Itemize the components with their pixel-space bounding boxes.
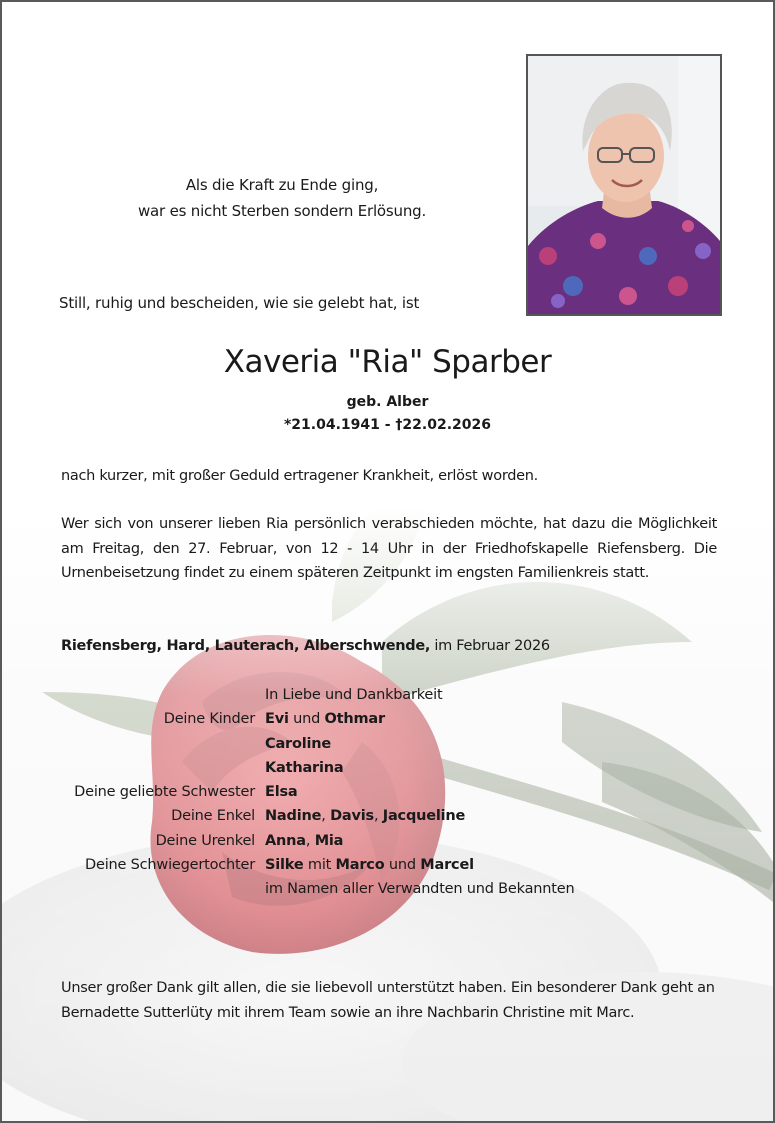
mourner-connector: , — [373, 808, 383, 825]
mourner-names — [265, 829, 701, 853]
mourner-name: Mia — [314, 832, 344, 849]
mourner-relation — [61, 732, 265, 756]
mourner-name: Anna — [265, 832, 306, 849]
cause-paragraph: nach kurzer, mit großer Geduld ertragener Krankheit, erlöst worden. — [61, 468, 538, 484]
mourner-names — [265, 732, 701, 756]
mourners-closing-row — [61, 877, 701, 901]
mourner-row — [61, 829, 701, 853]
thanks-paragraph: Unser großer Dank gilt allen, die sie liebevoll unterstützt haben. Ein besonderer Dank geht an Bernadette Sutterlüty mit ihrem Team sowie an ihre Nachbarin Christine mit Marc. — [61, 980, 715, 1021]
mourner-relation: Deine Kinder — [163, 711, 255, 728]
mourner-names — [265, 853, 701, 877]
deceased-name: Xaveria "Ria" Sparber — [223, 344, 552, 380]
place-date: im Februar 2026 — [434, 638, 550, 654]
farewell-info-paragraph: Wer sich von unserer lieben Ria persönlich verabschieden möchte, hat dazu die Möglichkeit am Freitag, den 27. Februar, von 12 - 14 Uhr in der Friedhofskapelle Riefensberg. Die Urnenbeisetzung findet zu einem späteren Zeitpunkt im engsten Familienkreis statt. — [61, 516, 717, 581]
mourner-names — [265, 756, 701, 780]
intro-sentence: Still, ruhig und bescheiden, wie sie gelebt hat, ist — [59, 294, 420, 312]
mourner-connector: , — [321, 808, 331, 825]
mourner-relation — [61, 756, 265, 780]
mourner-name: Evi — [265, 711, 289, 728]
mourners-closing: im Namen aller Verwandten und Bekannten — [265, 881, 575, 898]
mourner-name: Nadine — [265, 808, 322, 825]
mourner-row — [61, 853, 701, 877]
mourner-names — [265, 804, 701, 828]
mourner-relation: Deine Urenkel — [155, 832, 255, 849]
portrait-photo — [526, 54, 722, 316]
mourner-relation: Deine geliebte Schwester — [74, 784, 255, 801]
mourner-relation: Deine Schwiegertochter — [85, 857, 255, 874]
place-locations: Riefensberg, Hard, Lauterach, Alberschwende, — [61, 638, 431, 654]
mourner-names — [265, 707, 701, 731]
quote-line-2: war es nicht Sterben sondern Erlösung. — [137, 202, 427, 220]
mourners-opening: In Liebe und Dankbarkeit — [265, 687, 443, 703]
mourner-name: Silke — [265, 857, 304, 874]
quote-line-1: Als die Kraft zu Ende ging, — [185, 176, 379, 194]
mourner-name: Elsa — [265, 784, 298, 801]
mourner-relation: Deine Enkel — [171, 808, 255, 825]
mourner-row — [61, 732, 701, 756]
mourner-row — [61, 780, 701, 804]
mourner-name: Katharina — [265, 759, 344, 776]
mourner-connector: und — [384, 857, 421, 874]
mourner-name: Jacqueline — [382, 808, 466, 825]
mourner-name: Othmar — [324, 711, 385, 728]
life-dates: *21.04.1941 - †22.02.2026 — [283, 417, 491, 433]
mourner-name: Davis — [330, 808, 374, 825]
mourner-names — [265, 780, 701, 804]
birth-name: geb. Alber — [346, 394, 429, 410]
mourner-name: Marcel — [420, 857, 474, 874]
mourner-row — [61, 756, 701, 780]
mourner-connector: mit — [303, 857, 336, 874]
mourners-list — [61, 683, 701, 902]
mourner-connector: , — [305, 832, 315, 849]
mourner-connector: und — [288, 711, 325, 728]
place-date-line — [61, 634, 717, 659]
mourner-row — [61, 804, 701, 828]
mourner-row — [61, 707, 701, 731]
mourner-name: Marco — [335, 857, 385, 874]
memorial-quote — [62, 172, 502, 224]
mourner-name: Caroline — [265, 735, 332, 752]
mourners-opening-row — [61, 683, 701, 707]
